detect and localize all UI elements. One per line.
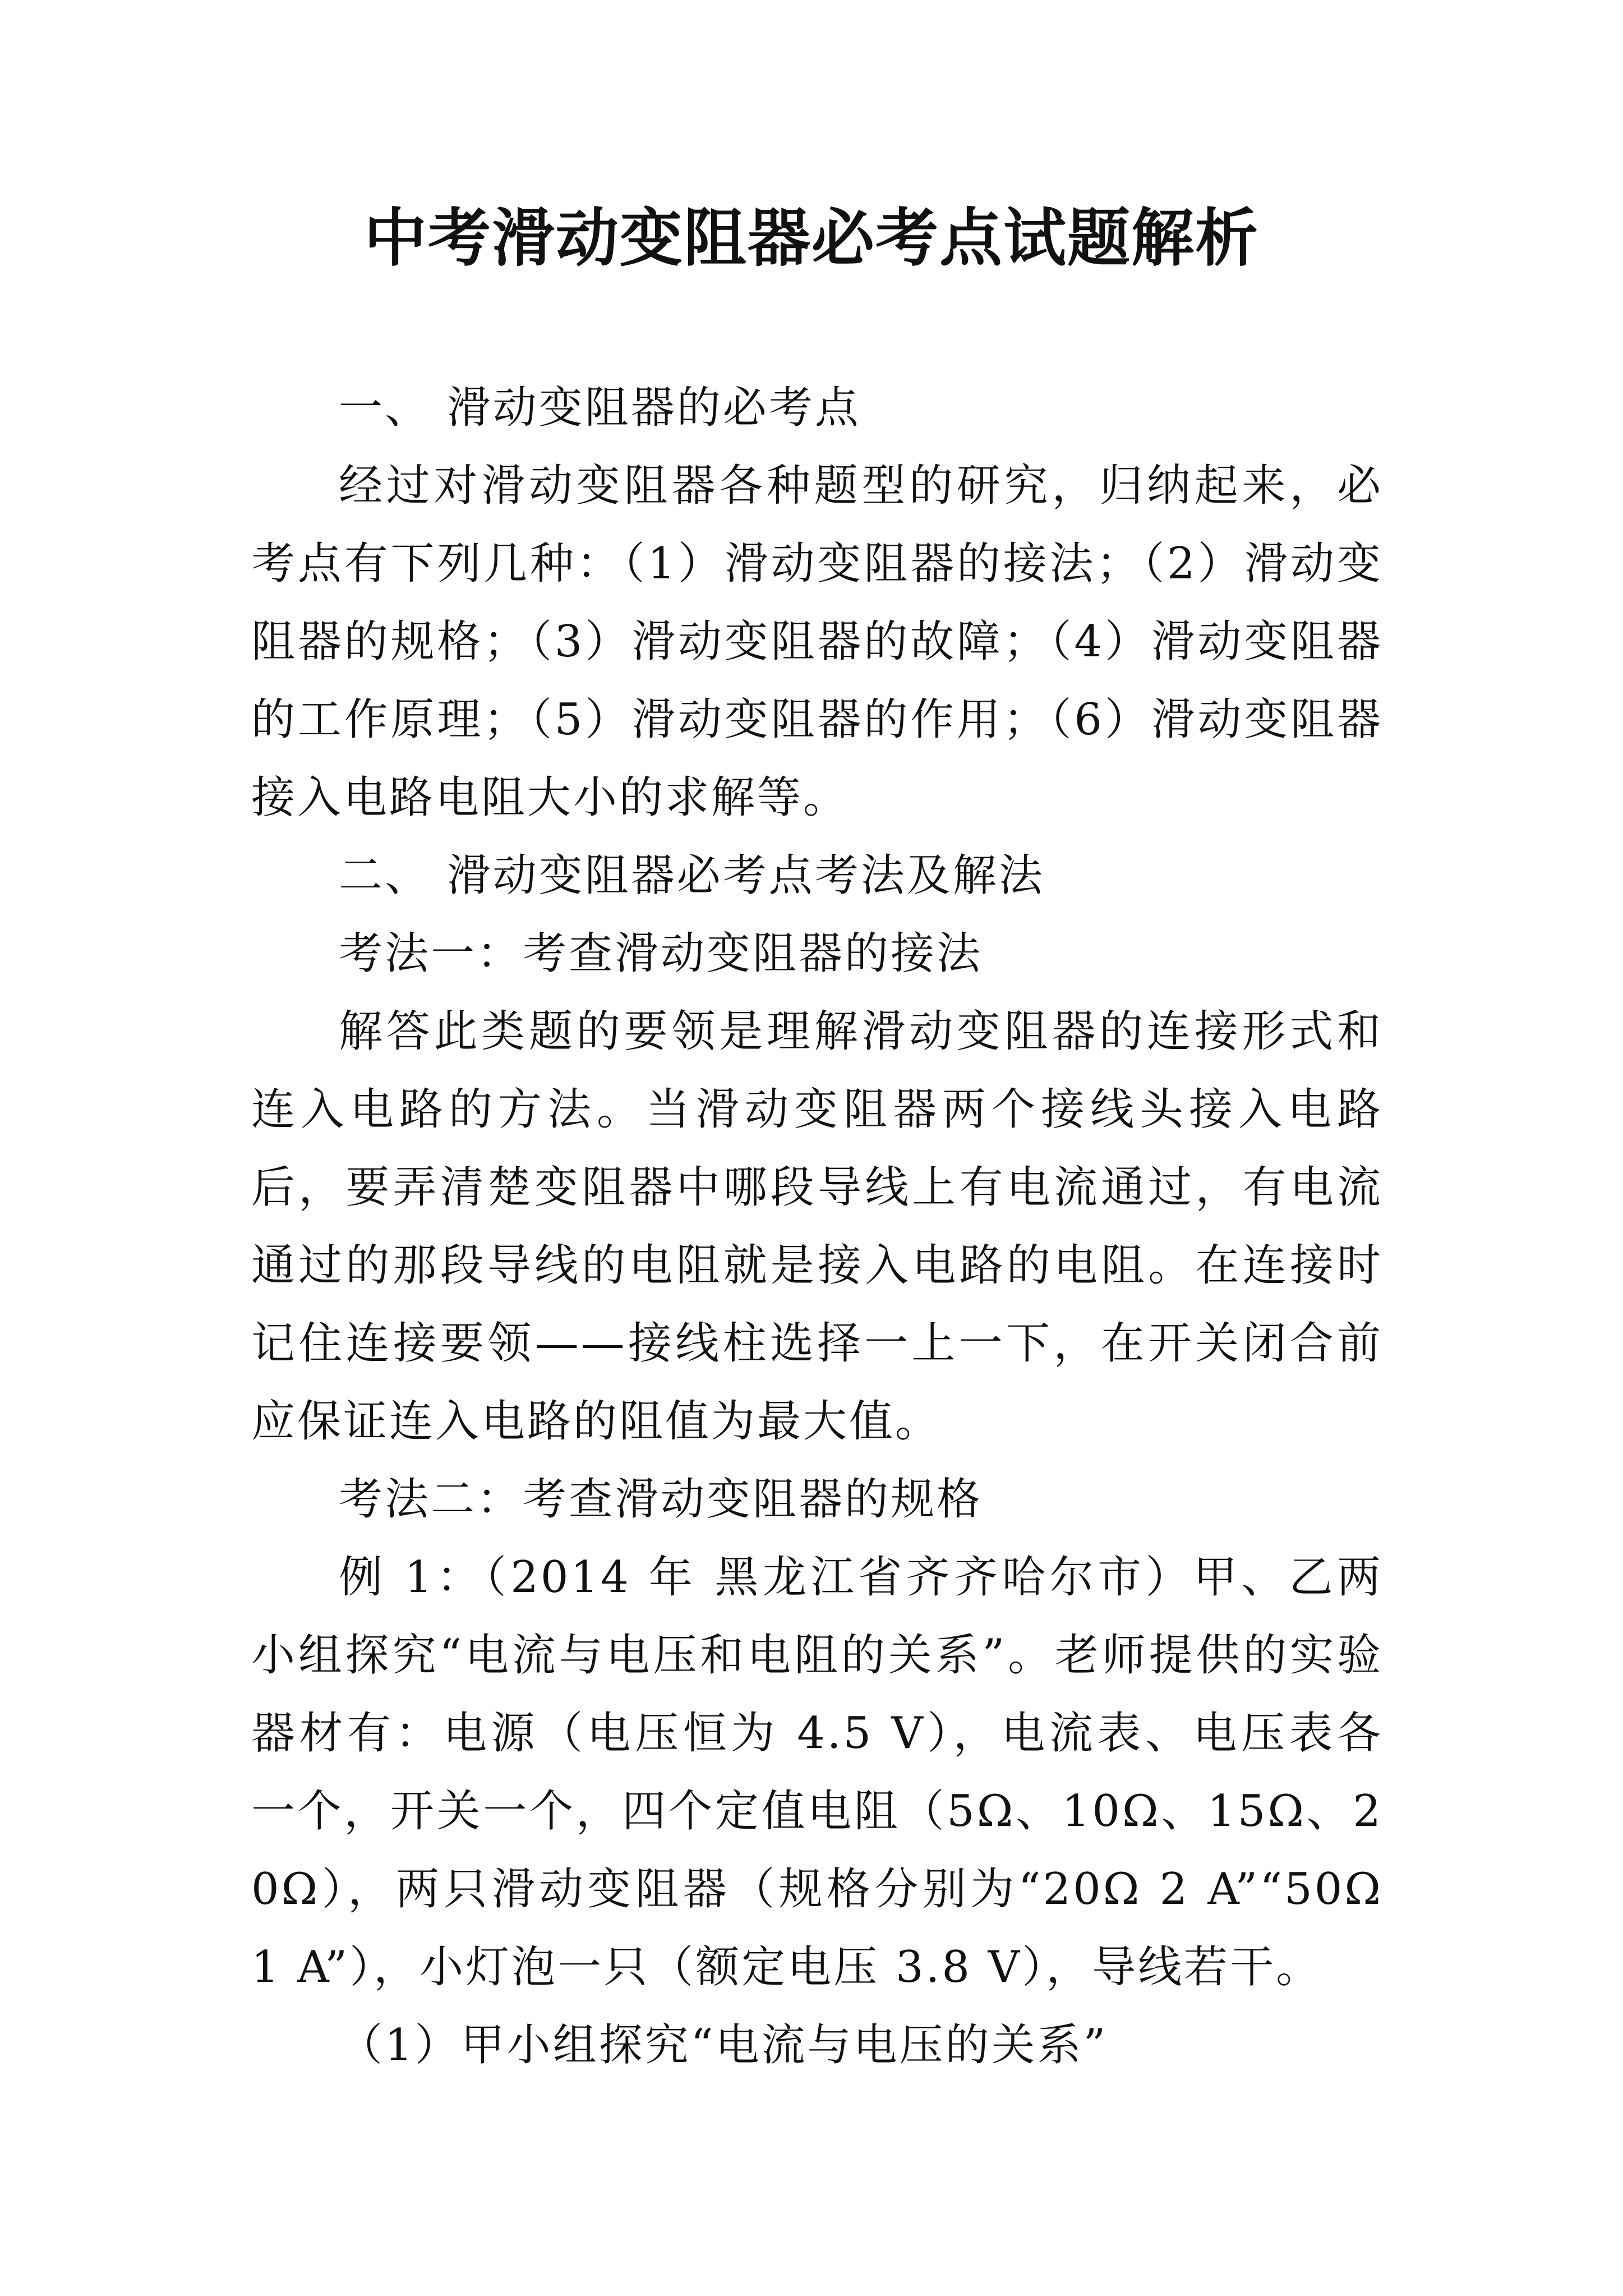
- section-heading-1: 一、 滑动变阻器的必考点: [339, 383, 861, 433]
- method-heading-2: 考法二：考查滑动变阻器的规格: [339, 1474, 983, 1525]
- paragraph-overview: 经过对滑动变阻器各种题型的研究，归纳起来，必考点有下列几种：（1）滑动变阻器的接法；（2）滑动变阻器的规格；（3）滑动变阻器的故障；（4）滑动变阻器的工作原理；（5）滑动变阻器的作用；（6）滑动变阻器接入电路电阻大小的求解等。: [251, 461, 1383, 823]
- document-body: [251, 369, 1383, 2085]
- paragraph-question-1: （1）甲小组探究“电流与电压的关系”: [339, 2020, 1108, 2070]
- method-heading-1: 考法一：考查滑动变阻器的接法: [339, 928, 983, 979]
- section-heading-2: 二、 滑动变阻器必考点考法及解法: [339, 850, 1045, 901]
- paragraph-method-1: 解答此类题的要领是理解滑动变阻器的连接形式和连入电路的方法。当滑动变阻器两个接线头接入电路后，要弄清楚变阻器中哪段导线上有电流通过，有电流通过的那段导线的电阻就是接入电路的电阻。在连接时记住连接要领——接线柱选择一上一下，在开关闭合前应保证连入电路的阻值为最大值。: [251, 1006, 1383, 1447]
- document-title: 中考滑动变阻器必考点试题解析: [364, 201, 1259, 275]
- paragraph-example-1: 例 1：（2014 年 黑龙江省齐齐哈尔市）甲、乙两小组探究“电流与电压和电阻的关系”。老师提供的实验器材有：电源（电压恒为 4.5 V），电流表、电压表各一个，开关一个，四个定值电阻（5Ω、10Ω、15Ω、20Ω），两只滑动变阻器（规格分别为“20Ω 2 A”“50Ω 1 A”），小灯泡一只（额定电压 3.8 V），导线若干。: [251, 1552, 1383, 1993]
